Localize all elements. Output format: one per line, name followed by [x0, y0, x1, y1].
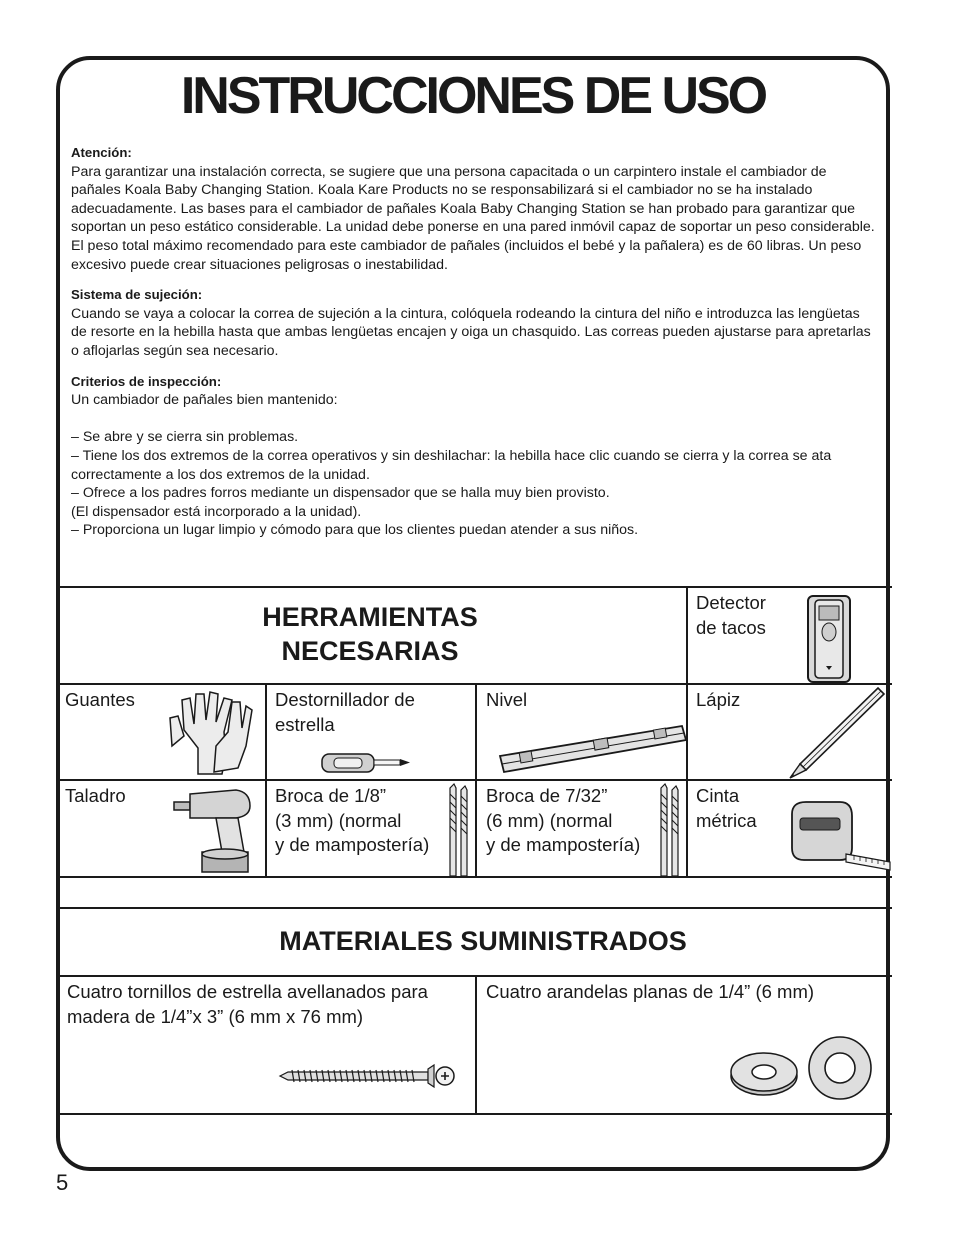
table-divider [265, 683, 267, 878]
table-rule [58, 586, 892, 588]
washer-icon [728, 1046, 800, 1098]
list-item: – Tiene los dos extremos de la correa operativos y sin deshilachar: la hebilla hace clic cuando se cierra y la correa se ata correctamente a los dos extremos de la unidad. [71, 447, 832, 483]
pencil-icon [786, 686, 886, 782]
table-divider [475, 683, 477, 878]
drill-bits-icon [447, 784, 471, 878]
level-icon [498, 722, 688, 778]
inspeccion-heading: Criterios de inspección: [71, 373, 222, 389]
label-line: estrella [275, 713, 335, 735]
table-rule [58, 907, 892, 909]
arandelas-label: Cuatro arandelas planas de 1/4” (6 mm) [486, 981, 815, 1002]
label-line: madera de 1/4”x 3” (6 mm x 76 mm) [67, 1005, 364, 1027]
table-divider [475, 975, 477, 1115]
sujecion-heading: Sistema de sujeción: [71, 287, 203, 303]
atencion-heading: Atención: [71, 145, 132, 160]
label-line: Detector [696, 592, 766, 613]
tools-heading-line: HERRAMIENTAS [262, 602, 478, 632]
section-atencion [71, 144, 879, 274]
destornillador-label [275, 688, 415, 737]
drill-bits-icon [658, 784, 682, 878]
page-number: 5 [56, 1170, 69, 1195]
label-line: Broca de 1/8” [275, 785, 387, 806]
washer-icon [806, 1034, 874, 1102]
sujecion-text: Cuando se vaya a colocar la correa de sujeción a la cintura, colóquela rodeando la cintura del niño e introduzca las lengüetas de resorte en la hebilla hasta que ambas lengüetas encajen y oiga un chasquido. Las correas pueden ajustarse para apretarlas o aflojarlas según sea necesario. [71, 305, 871, 359]
instructions-body [71, 144, 879, 552]
table-divider [686, 586, 688, 685]
taladro-label: Taladro [65, 785, 126, 806]
screwdriver-icon [320, 750, 412, 776]
list-item: (El dispensador está incorporado a la unidad). [71, 503, 362, 520]
label-line: (3 mm) (normal [275, 809, 402, 831]
label-line: y de mampostería) [486, 834, 641, 855]
stud-finder-icon [805, 594, 853, 684]
page-title: INSTRUCCIONES DE USO [180, 67, 766, 125]
drill-icon [172, 782, 256, 874]
label-line: de tacos [696, 616, 766, 638]
tools-heading-line: NECESARIAS [281, 636, 459, 666]
list-item: – Se abre y se cierra sin problemas. [71, 429, 299, 446]
lapiz-label: Lápiz [696, 689, 741, 710]
cinta-label [696, 784, 757, 833]
tape-measure-icon [788, 798, 892, 874]
inspeccion-intro: Un cambiador de pañales bien mantenido: [71, 392, 338, 409]
list-item: – Ofrece a los padres forros mediante un dispensador que se halla muy bien provisto. [71, 485, 610, 502]
list-item: – Proporciona un lugar limpio y cómodo para que los clientes puedan atender a sus niños. [71, 522, 639, 539]
atencion-text: Para garantizar una instalación correcta, se sugiere que una persona capacitada o un carpintero instale el cambiador de pañales Koala Baby Changing Station. Koala Kare Products no se responsabilizará si el cambiador no se ha instalado adecuadamente. Las bases para el cambiador de pañales Koala Baby Changing Station se han probado para garantizar que soportan un peso estático considerable. La unidad debe ponerse en una pared inmóvil capaz de soportar un peso considerable. El peso total máximo recomendado para este cambiador de pañales (incluidos el bebé y la pañalera) es de 60 libras. Un peso excesivo puede crear situaciones peligrosas o inestabilidad. [71, 163, 875, 273]
label-line: y de mampostería) [275, 834, 430, 855]
table-divider [686, 683, 688, 878]
label-line: Cinta [696, 785, 740, 806]
gloves-icon [162, 688, 252, 778]
tools-heading [160, 600, 580, 668]
screw-icon [278, 1063, 458, 1089]
broca1-label [275, 784, 429, 858]
nivel-label: Nivel [486, 689, 528, 710]
broca2-label [486, 784, 640, 858]
label-line: Destornillador de [275, 689, 415, 710]
section-sujecion [71, 286, 879, 360]
guantes-label: Guantes [65, 689, 135, 710]
label-line: (6 mm) (normal [486, 809, 613, 831]
materials-heading: MATERIALES SUMINISTRADOS [279, 926, 687, 956]
label-line: Broca de 7/32” [486, 785, 608, 806]
detector-label [696, 591, 766, 640]
spacer [71, 410, 879, 429]
label-line: Cuatro tornillos de estrella avellanados para [67, 981, 428, 1002]
tornillos-label [67, 980, 428, 1029]
section-inspeccion [71, 373, 879, 540]
label-line: métrica [696, 809, 757, 831]
